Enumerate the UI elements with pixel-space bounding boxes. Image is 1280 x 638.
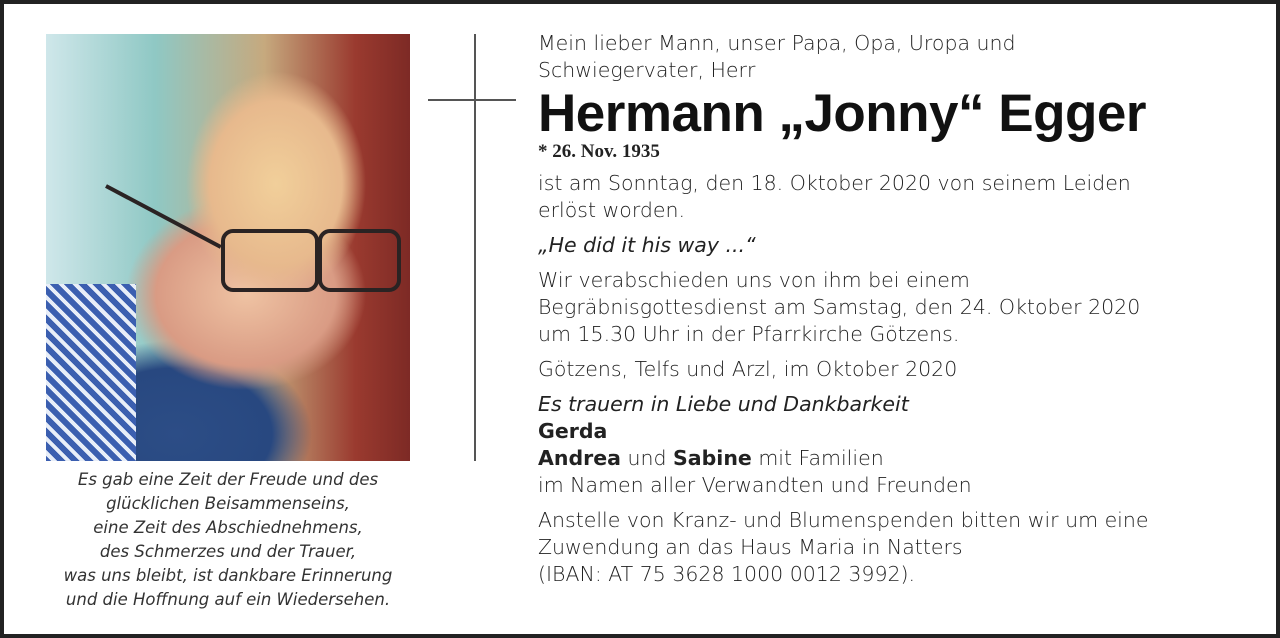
mourner-name: Gerda — [538, 419, 608, 443]
poem-line: was uns bleibt, ist dankbare Erinnerung — [63, 566, 393, 585]
funeral-line: um 15.30 Uhr in der Pfarrkirche Götzens. — [538, 322, 960, 346]
poem-line: glücklichen Beisammenseins, — [106, 494, 350, 513]
quote: „He did it his way ...“ — [538, 233, 756, 257]
photo-glasses-temple — [105, 184, 222, 249]
photo-shirt — [46, 284, 136, 461]
poem-line: eine Zeit des Abschiednehmens, — [93, 518, 363, 537]
deceased-name: Hermann „Jonny“ Egger — [538, 84, 1146, 143]
birth-date: * 26. Nov. 1935 — [538, 141, 660, 162]
donation-line: Zuwendung an das Haus Maria in Natters — [538, 535, 963, 559]
poem-line: des Schmerzes und der Trauer, — [99, 542, 357, 561]
mourner-name: Andrea — [538, 446, 621, 470]
poem-line: und die Hoffnung auf ein Wiedersehen. — [65, 590, 391, 609]
photo-glasses-right — [318, 229, 401, 292]
funeral-line: Wir verabschieden uns von ihm bei einem — [538, 268, 970, 292]
mourners-line — [538, 445, 1258, 472]
mourners-all: im Namen aller Verwandten und Freunden — [538, 473, 972, 497]
poem-line: Es gab eine Zeit der Freude und des — [77, 470, 379, 489]
mourners-suffix: mit Familien — [751, 446, 884, 470]
death-line: ist am Sonntag, den 18. Oktober 2020 von seinem Leiden — [538, 171, 1131, 195]
place-date: Götzens, Telfs und Arzl, im Oktober 2020 — [538, 357, 958, 381]
photo-glasses-left — [221, 229, 319, 292]
intro-line: Schwiegervater, Herr — [538, 58, 756, 82]
notice-text — [538, 30, 1258, 588]
donation-iban: (IBAN: AT 75 3628 1000 0012 3992). — [538, 562, 916, 586]
mourner-name: Sabine — [673, 446, 752, 470]
memorial-poem — [30, 468, 426, 612]
funeral-line: Begräbnisgottesdienst am Samstag, den 24. Oktober 2020 — [538, 295, 1141, 319]
connector: und — [620, 446, 674, 470]
portrait-photo — [46, 34, 410, 461]
cross-icon-horizontal — [428, 99, 516, 101]
death-line: erlöst worden. — [538, 198, 686, 222]
mourners-intro: Es trauern in Liebe und Dankbarkeit — [538, 392, 909, 416]
intro-line: Mein lieber Mann, unser Papa, Opa, Uropa und — [538, 31, 1016, 55]
donation-line: Anstelle von Kranz- und Blumenspenden bitten wir um eine — [538, 508, 1149, 532]
